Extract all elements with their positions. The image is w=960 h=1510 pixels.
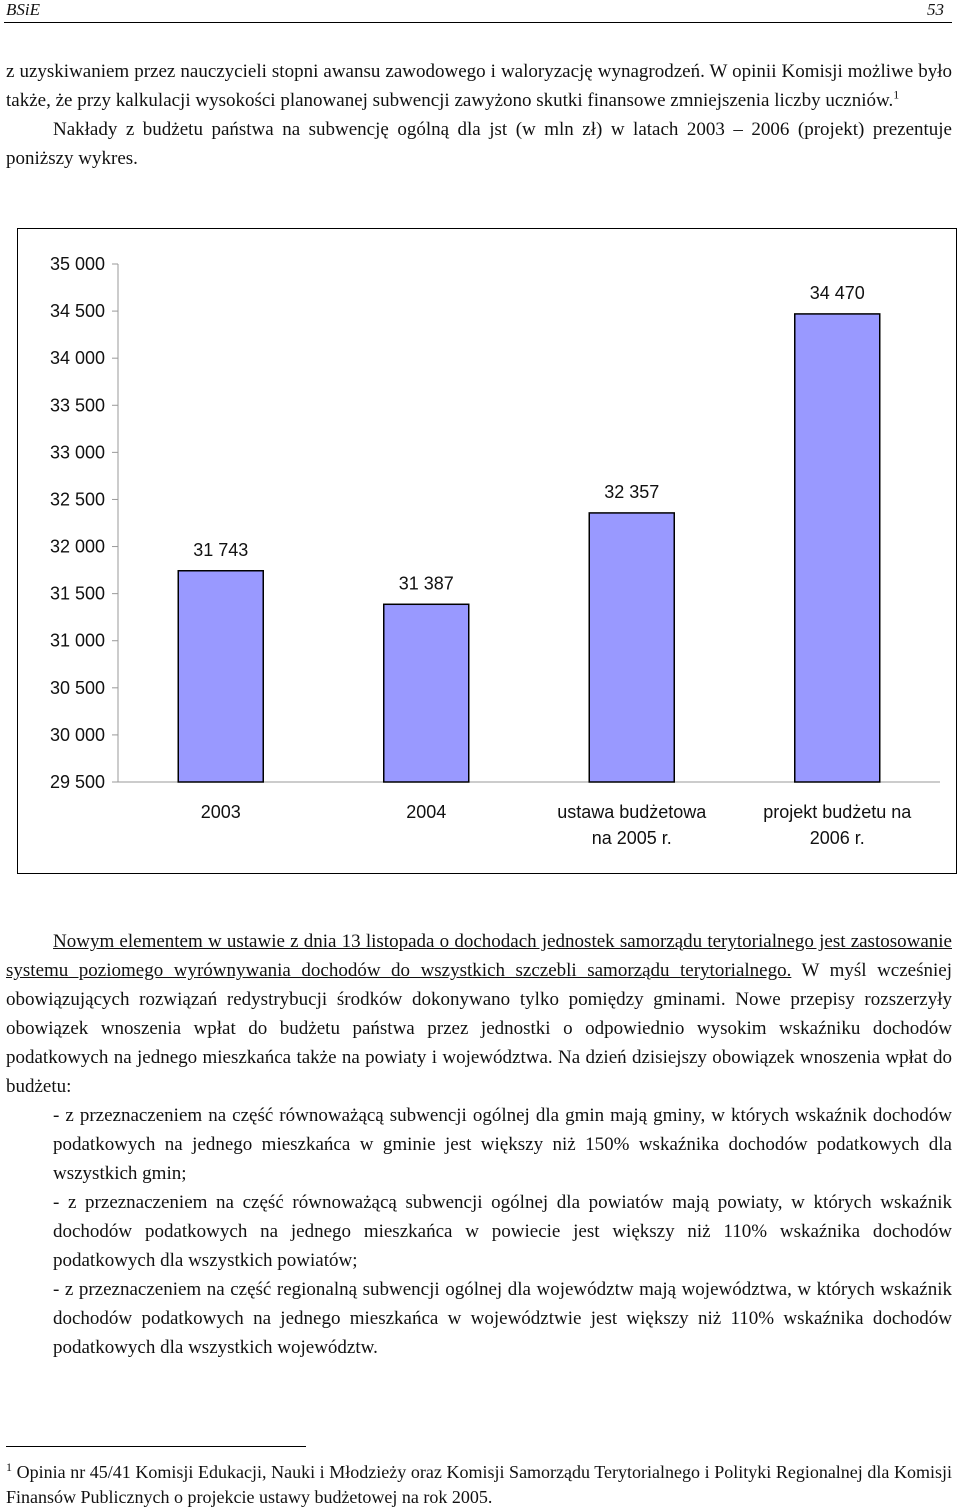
x-category-label: projekt budżetu na xyxy=(763,802,912,822)
list-item-wojewodztwa: - z przeznaczeniem na część regionalną subwencji ogólnej dla województw mają województwa, w których wskaźnik dochodów podatkowych na jednego mieszkańca w województwie jest większy niż 110% wskaźnika dochodów podatkowych dla wszystkich województw. xyxy=(53,1279,952,1358)
y-tick-label: 30 000 xyxy=(49,724,105,745)
y-tick-label: 32 500 xyxy=(49,489,105,510)
bar xyxy=(178,571,263,782)
bar-chart xyxy=(18,229,956,873)
x-category-label: 2006 r. xyxy=(809,828,865,848)
footnote xyxy=(6,1460,952,1510)
bar xyxy=(795,314,880,782)
y-tick-label: 33 500 xyxy=(49,395,105,416)
intro-text xyxy=(6,57,952,173)
x-category-label: ustawa budżetowa xyxy=(557,802,707,822)
body-paragraph-1-underlined: Nowym elementem w ustawie z dnia 13 listopada o dochodach jednostek samorządu terytorialnego jest zastosowanie systemu poziomego wyrównywania dochodów do wszystkich szczebli samorządu terytorialnego. xyxy=(6,931,952,981)
y-tick-label: 31 000 xyxy=(49,630,105,651)
y-tick-label: 29 500 xyxy=(49,772,105,792)
bar xyxy=(384,604,469,782)
body-paragraph-1-rest: W myśl wcześniej obowiązujących rozwiązań redystrybucji środków dokonywano tylko pomiędzy gminami. Nowe przepisy rozszerzyły obowiązek wnoszenia wpłat do budżetu państwa przez jednostki o odpowiednio wysokim wskaźniku dochodów podatkowych na jednego mieszkańca także na powiaty i województwa. Na dzień dzisiejszy obowiązek wnoszenia wpłat do budżetu: xyxy=(6,960,952,1097)
page-header xyxy=(4,0,952,23)
intro-paragraph-1 xyxy=(6,57,952,115)
x-category-label: na 2005 r. xyxy=(591,828,672,848)
footnote-number: 1 xyxy=(6,1460,12,1474)
footnote-separator xyxy=(6,1446,306,1447)
y-tick-label: 34 500 xyxy=(49,301,105,322)
body-text xyxy=(6,927,952,1362)
header-page-number: 53 xyxy=(927,0,944,19)
x-category-label: 2004 xyxy=(406,802,447,822)
footnote-text: Opinia nr 45/41 Komisji Edukacji, Nauki i Młodzieży oraz Komisji Samorządu Terytorialnego i Polityki Regionalnej dla Komisji Finansów Publicznych o projekcie ustawy budżetowej na rok 2005. xyxy=(6,1462,953,1507)
bar-value-label: 31 387 xyxy=(398,573,454,594)
list-item-gminy: - z przeznaczeniem na część równoważącą subwencji ogólnej dla gmin mają gminy, w których wskaźnik dochodów podatkowych na jednego mieszkańca w gminie jest większy niż 150% wskaźnika dochodów podatkowych dla wszystkich gmin; xyxy=(53,1105,952,1184)
list-item-powiaty: - z przeznaczeniem na część równoważącą subwencji ogólnej dla powiatów mają powiaty, w których wskaźnik dochodów podatkowych na jednego mieszkańca w powiecie jest większy niż 110% wskaźnika dochodów podatkowych dla wszystkich powiatów; xyxy=(53,1192,952,1271)
bar xyxy=(589,513,674,782)
y-tick-label: 32 000 xyxy=(49,536,105,557)
bar-chart-frame xyxy=(17,228,957,874)
bar-value-label: 31 743 xyxy=(193,539,249,560)
y-tick-label: 33 000 xyxy=(49,442,105,463)
y-tick-label: 30 500 xyxy=(49,677,105,698)
bar-value-label: 34 470 xyxy=(809,282,865,303)
body-paragraph-1 xyxy=(6,927,952,1101)
intro-paragraph-2: Nakłady z budżetu państwa na subwencję ogólną dla jst (w mln zł) w latach 2003 – 2006 (projekt) prezentuje poniższy wykres. xyxy=(6,119,952,169)
bar-value-label: 32 357 xyxy=(604,481,660,502)
intro-paragraph-1-text: z uzyskiwaniem przez nauczycieli stopni awansu zawodowego i waloryzację wynagrodzeń. W opinii Komisji możliwe było także, że przy kalkulacji wysokości planowanej subwencji zawyżono skutki finansowe zmniejszenia liczby uczniów. xyxy=(6,61,952,111)
y-tick-label: 31 500 xyxy=(49,583,105,604)
y-tick-label: 34 000 xyxy=(49,348,105,369)
header-journal-name: BSiE xyxy=(6,0,40,19)
x-category-label: 2003 xyxy=(200,802,241,822)
footnote-ref: 1 xyxy=(893,87,900,102)
y-tick-label: 35 000 xyxy=(49,254,105,274)
